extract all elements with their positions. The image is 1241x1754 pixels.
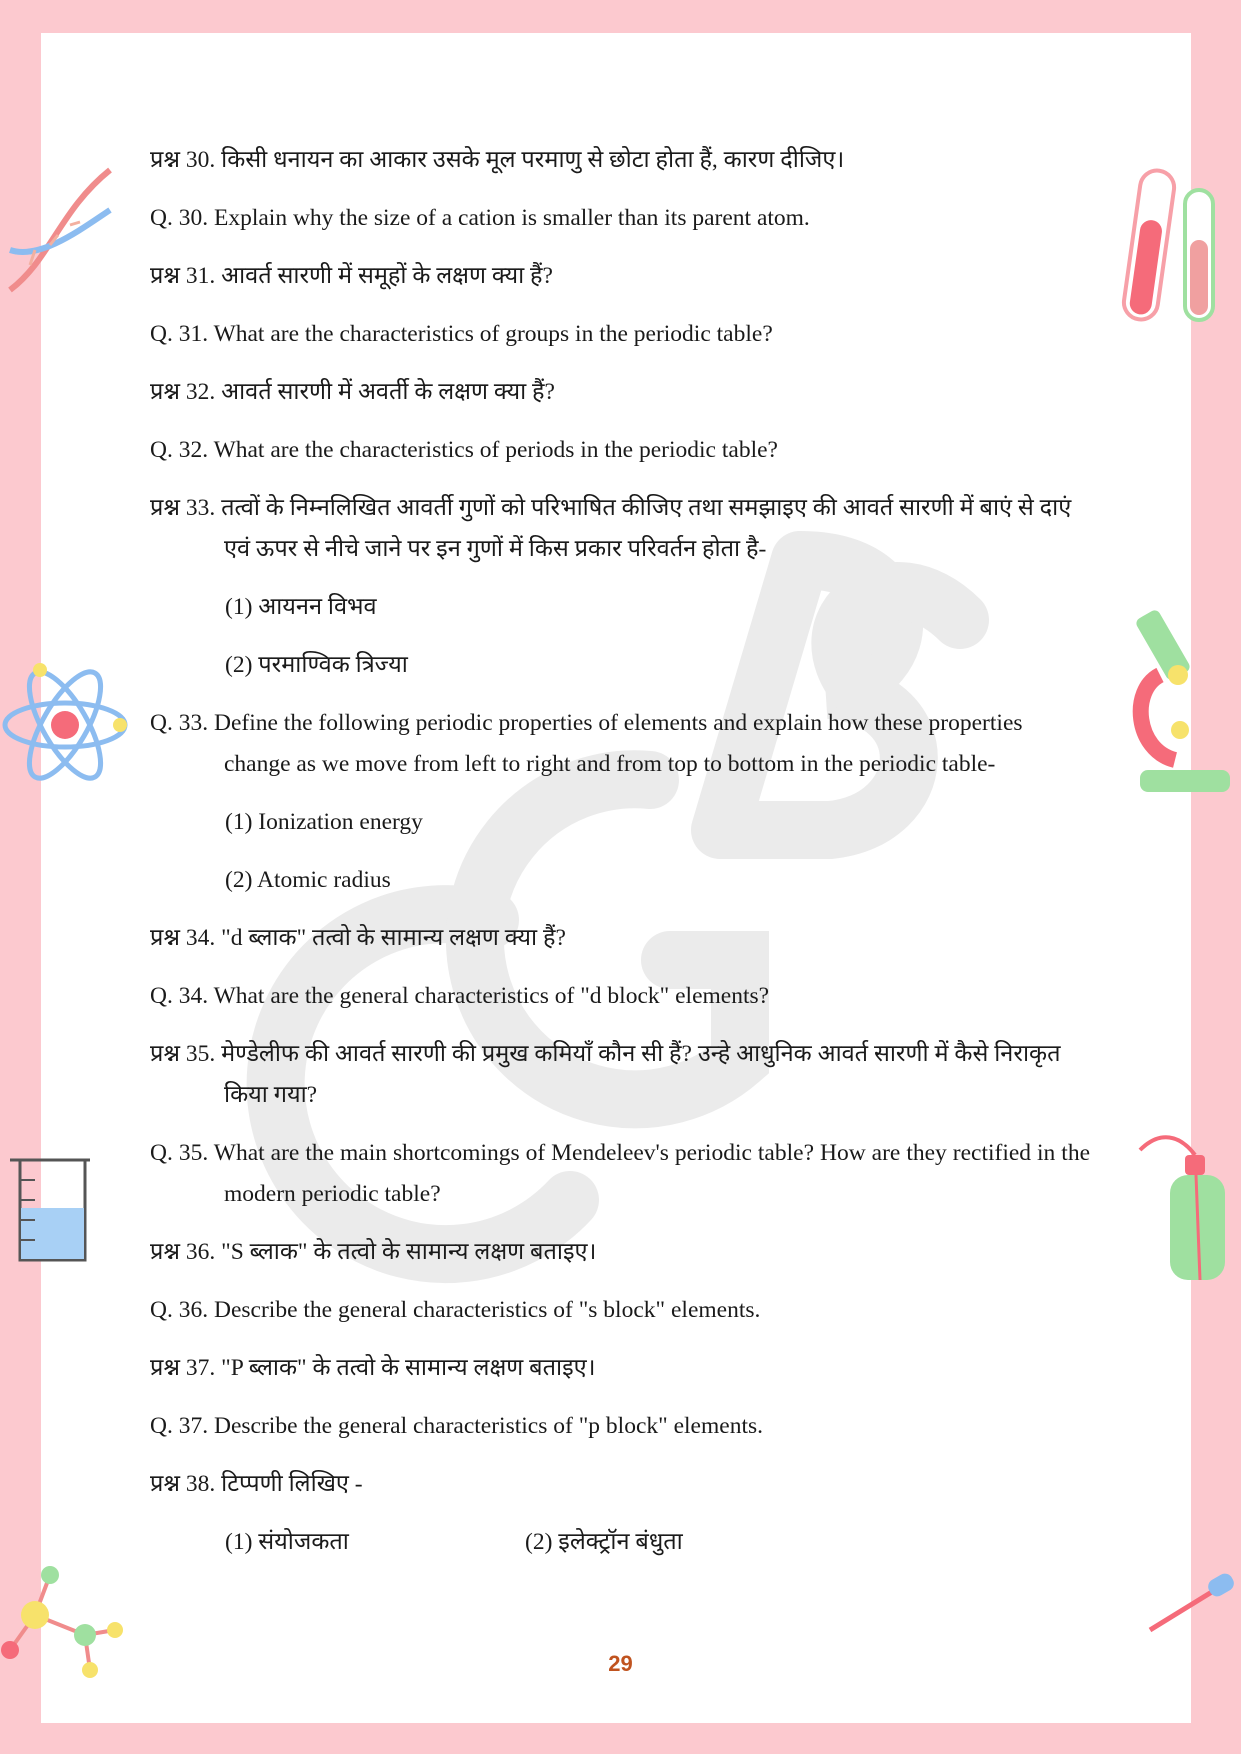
beaker-icon (0, 1150, 100, 1270)
question-31-english (150, 314, 1090, 355)
question-label: Q. 32. (150, 437, 209, 463)
question-text: तत्वों के निम्नलिखित आवर्ती गुणों को परिभाषित कीजिए तथा समझाइए की आवर्त सारणी में बाएं से दाएं एवं ऊपर से नीचे जाने पर इन गुणों में किस प्रकार परिवर्तन होता है- (221, 495, 1072, 562)
sub-item: (2) इलेक्ट्रॉन बंधुता (525, 1529, 683, 1555)
question-label: Q. 36. (150, 1297, 209, 1323)
question-32-hindi (150, 372, 1090, 413)
question-text: आवर्त सारणी में समूहों के लक्षण क्या हैं? (221, 263, 553, 289)
question-text: Describe the general characteristics of "s block" elements. (213, 1297, 761, 1323)
question-34-english (150, 976, 1090, 1017)
sub-item: (1) Ionization energy (225, 809, 423, 835)
sub-item-row (150, 1522, 1090, 1563)
question-label: प्रश्न 37. (150, 1355, 216, 1381)
question-text: "S ब्लाक" के तत्वो के सामान्य लक्षण बताइए। (221, 1239, 597, 1265)
microscope-icon (1120, 600, 1240, 800)
question-30-english (150, 198, 1090, 239)
question-label: प्रश्न 35. (150, 1041, 216, 1067)
question-30-hindi (150, 140, 1090, 181)
question-34-hindi (150, 918, 1090, 959)
question-35-english (150, 1133, 1090, 1215)
question-33-english (150, 703, 1090, 785)
question-label: प्रश्न 30. (150, 147, 216, 173)
question-text: What are the main shortcomings of Mendeleev's periodic table? How are they rectified in the modern periodic table? (213, 1140, 1090, 1207)
atom-icon (0, 650, 140, 800)
question-label: प्रश्न 31. (150, 263, 216, 289)
question-38-hindi (150, 1464, 1090, 1505)
question-text: आवर्त सारणी में अवर्ती के लक्षण क्या हैं? (221, 379, 555, 405)
question-label: Q. 37. (150, 1413, 209, 1439)
question-label: प्रश्न 33. (150, 495, 216, 521)
question-text: किसी धनायन का आकार उसके मूल परमाणु से छोटा होता हैं, कारण दीजिए। (221, 147, 845, 173)
question-text: "P ब्लाक" के तत्वो के सामान्य लक्षण बताइए। (221, 1355, 596, 1381)
sub-item: (2) परमाण्विक त्रिज्या (225, 652, 408, 678)
sub-item: (1) आयनन विभव (225, 594, 377, 620)
question-36-hindi (150, 1232, 1090, 1273)
question-label: प्रश्न 34. (150, 925, 216, 951)
question-text: मेण्डेलीफ की आवर्त सारणी की प्रमुख कमियाँ कौन सी हैं? उन्हे आधुनिक आवर्त सारणी में कैसे निराकृत किया गया? (221, 1041, 1061, 1108)
question-list (150, 140, 1090, 1563)
question-text: What are the characteristics of periods in the periodic table? (213, 437, 778, 463)
question-text: "d ब्लाक" तत्वो के सामान्य लक्षण क्या हैं? (221, 925, 566, 951)
page-number: 29 (608, 1651, 633, 1676)
wash-bottle-icon (1130, 1130, 1240, 1290)
question-31-hindi (150, 256, 1090, 297)
question-37-english (150, 1406, 1090, 1447)
question-32-english (150, 430, 1090, 471)
question-text: What are the general characteristics of "d block" elements? (213, 983, 770, 1009)
question-text: Explain why the size of a cation is smaller than its parent atom. (213, 205, 810, 231)
dropper-icon (1140, 1570, 1240, 1640)
question-label: प्रश्न 32. (150, 379, 216, 405)
sub-item: (1) संयोजकता (225, 1529, 349, 1555)
question-text: Describe the general characteristics of "p block" elements. (213, 1413, 763, 1439)
sub-item: (2) Atomic radius (225, 867, 391, 893)
question-text: टिप्पणी लिखिए - (221, 1471, 363, 1497)
question-label: प्रश्न 38. (150, 1471, 216, 1497)
question-label: Q. 31. (150, 321, 209, 347)
question-label: Q. 34. (150, 983, 209, 1009)
question-label: Q. 35. (150, 1140, 209, 1166)
question-36-english (150, 1290, 1090, 1331)
question-text: Define the following periodic properties of elements and explain how these properties change as we move from left to right and from top to bottom in the periodic table- (213, 710, 1023, 777)
question-35-hindi (150, 1034, 1090, 1116)
question-33-hindi (150, 488, 1090, 570)
question-label: Q. 30. (150, 205, 209, 231)
question-label: Q. 33. (150, 710, 209, 736)
test-tubes-icon (1120, 160, 1230, 330)
question-37-hindi (150, 1348, 1090, 1389)
question-text: What are the characteristics of groups in the periodic table? (213, 321, 773, 347)
question-label: प्रश्न 36. (150, 1239, 216, 1265)
dna-helix-icon (0, 150, 130, 300)
